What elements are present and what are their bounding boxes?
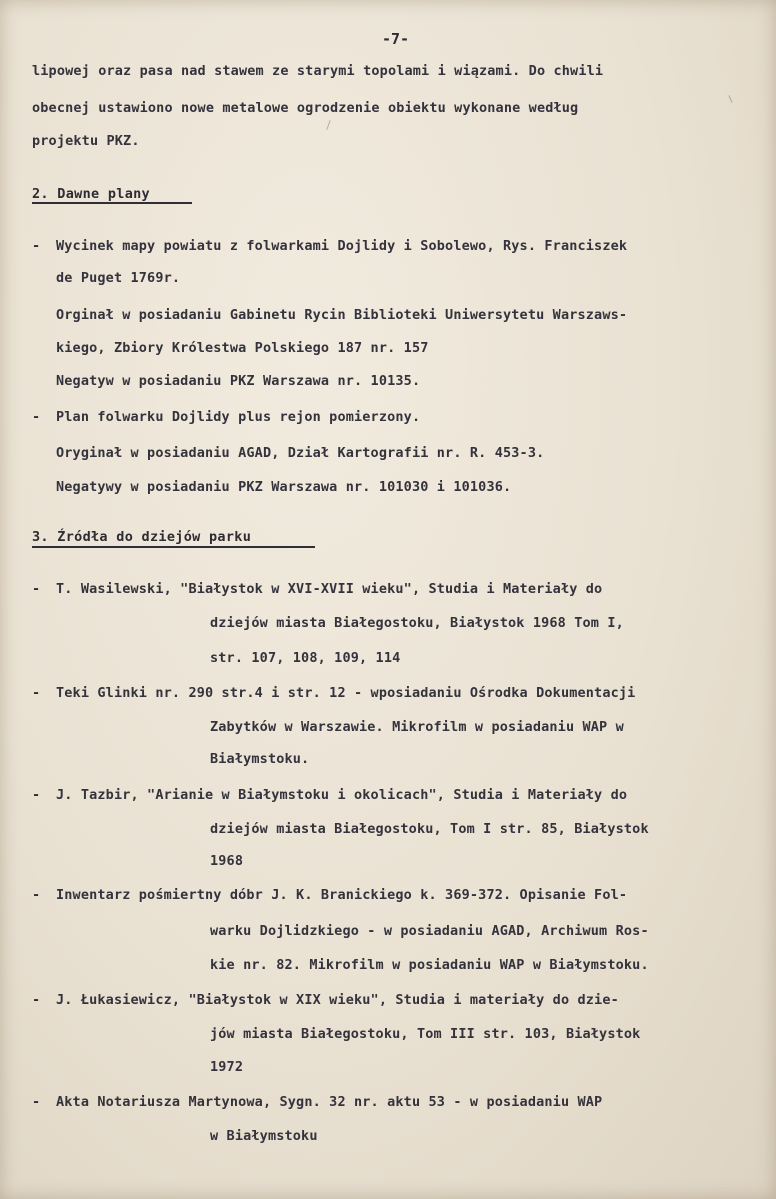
bullet-dash: - [32,887,41,903]
list-item-line: warku Dojlidzkiego - w posiadaniu AGAD, Archiwum Ros- [210,923,649,939]
section-2-underline [32,202,192,204]
list-item-line: Plan folwarku Dojlidy plus rejon pomierzony. [56,409,421,425]
list-item-line: jów miasta Białegostoku, Tom III str. 103, Białystok [210,1026,641,1042]
list-item-line: Orginał w posiadaniu Gabinetu Rycin Biblioteki Uniwersytetu Warszaws- [56,307,628,323]
list-item-line: Oryginał w posiadaniu AGAD, Dział Kartografii nr. R. 453-3. [56,445,545,461]
list-item-line: str. 107, 108, 109, 114 [210,650,401,666]
section-2-heading: 2. Dawne plany [32,186,150,202]
bullet-dash: - [32,992,41,1008]
list-item-line: Akta Notariusza Martynowa, Sygn. 32 nr. aktu 53 - w posiadaniu WAP [56,1094,603,1110]
bullet-dash: - [32,685,41,701]
list-item-line: dziejów miasta Białegostoku, Białystok 1968 Tom I, [210,615,624,631]
section-3-underline [32,546,315,548]
section-3-heading: 3. Źródła do dziejów parku [32,529,252,545]
list-item-line: dziejów miasta Białegostoku, Tom I str. 85, Białystok [210,821,649,837]
list-item-line: Białymstoku. [210,751,310,767]
intro-line: projektu PKZ. [32,133,140,149]
page-number: -7- [382,30,410,48]
bullet-dash: - [32,238,41,254]
bullet-dash: - [32,409,41,425]
list-item-line: 1968 [210,853,244,869]
bullet-dash: - [32,1094,41,1110]
list-item-line: kie nr. 82. Mikrofilm w posiadaniu WAP w Białymstoku. [210,957,649,973]
list-item-line: T. Wasilewski, "Białystok w XVI-XVII wieku", Studia i Materiały do [56,581,603,597]
list-item-line: Wycinek mapy powiatu z folwarkami Dojlidy i Sobolewo, Rys. Franciszek [56,238,628,254]
pencil-mark [728,95,732,103]
list-item-line: Negatywy w posiadaniu PKZ Warszawa nr. 101030 i 101036. [56,479,512,495]
list-item-line: kiego, Zbiory Królestwa Polskiego 187 nr. 157 [56,340,429,356]
list-item-line: de Puget 1769r. [56,270,181,286]
list-item-line: 1972 [210,1059,244,1075]
list-item-line: w Białymstoku [210,1128,318,1144]
list-item-line: Negatyw w posiadaniu PKZ Warszawa nr. 10135. [56,373,421,389]
pencil-mark [326,120,330,130]
intro-line: obecnej ustawiono nowe metalowe ogrodzenie obiektu wykonane według [32,100,579,116]
list-item-line: Zabytków w Warszawie. Mikrofilm w posiadaniu WAP w [210,719,624,735]
bullet-dash: - [32,581,41,597]
list-item-line: Inwentarz pośmiertny dóbr J. K. Branickiego k. 369-372. Opisanie Fol- [56,887,628,903]
list-item-line: J. Łukasiewicz, "Białystok w XIX wieku", Studia i materiały do dzie- [56,992,619,1008]
bullet-dash: - [32,787,41,803]
list-item-line: J. Tazbir, "Arianie w Białymstoku i okolicach", Studia i Materiały do [56,787,628,803]
list-item-line: Teki Glinki nr. 290 str.4 i str. 12 - wposiadaniu Ośrodka Dokumentacji [56,685,636,701]
intro-line: lipowej oraz pasa nad stawem ze starymi topolami i wiązami. Do chwili [32,63,604,79]
